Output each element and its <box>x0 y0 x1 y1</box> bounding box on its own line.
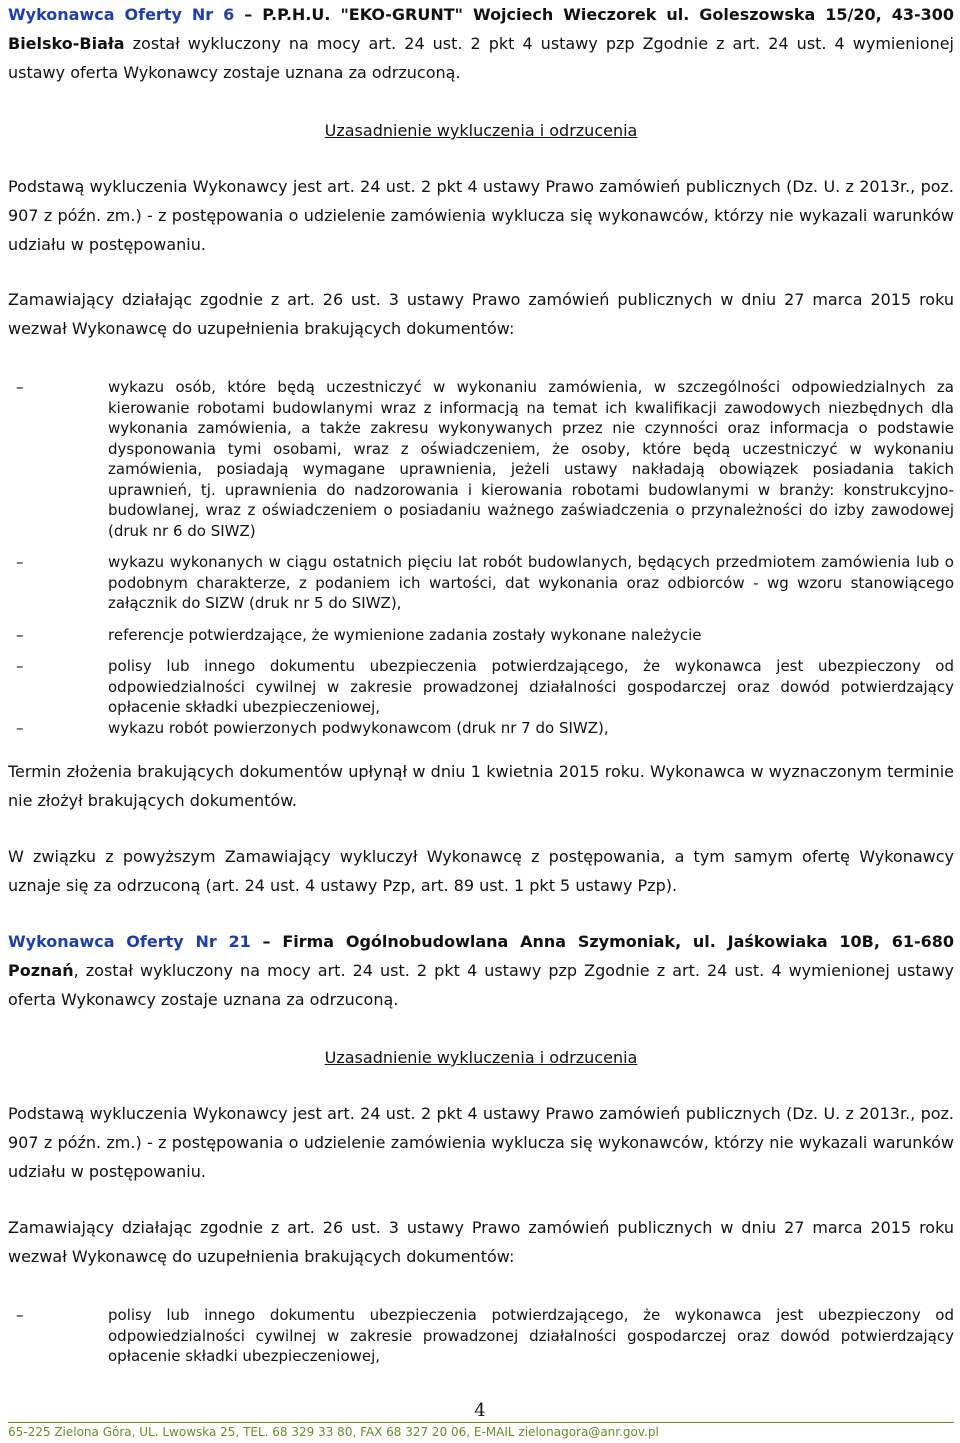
offer-21-request: Zamawiający działając zgodnie z art. 26 ust. 3 ustawy Prawo zamówień publicznych w dniu 27 marca 2015 roku wezwał Wykonawcę do uzupełnienia brakujących dokumentów: <box>8 1218 954 1266</box>
page-footer: 65-225 Zielona Góra, UL. Lwowska 25, TEL. 68 329 33 80, FAX 68 327 20 06, E-MAIL zielonagora@anr.gov.pl <box>8 1422 954 1439</box>
offer-21-contractor: – Firma Ogólnobudowlana Anna Szymoniak, ul. Jaśkowiaka 10B, 61-680 Poznań <box>8 932 954 980</box>
offer-6-heading <box>8 0 954 87</box>
list-item: – wykazu osób, które będą uczestniczyć w wykonaniu zamówienia, w szczególności odpowiedzialnych za kierowanie robotami budowlanymi wraz z informacją na temat ich kwalifikacji zawodowych niezbędnych dla wykonania zamówienia, a także zakresu wykonywanych przez nie czynności oraz informacja o podstawie dysponowania tymi osobami, wraz z oświadczeniem, że osoby, które będą uczestniczyć w wykonaniu zamówienia, posiadają wymagane uprawnienia, jeżeli ustawy nakładają obowiązek posiadania takich uprawnień, tj. uprawnienia do nadzorowania i kierowania robotami budowlanymi w branży: konstrukcyjno-budowlanej, wraz z oświadczeniem o posiadaniu ważnego zaświadczenia o przynależności do izby zawodowej (druk nr 6 do SIWZ) <box>8 377 954 541</box>
offer-21-decision: , został wykluczony na mocy art. 24 ust. 2 pkt 4 ustawy pzp Zgodnie z art. 24 ust. 4 wymienionej ustawy oferta Wykonawcy zostaje uznana za odrzuconą. <box>8 961 954 1009</box>
offer-21-documents-list <box>8 1305 954 1367</box>
offer-6-legal-basis: Podstawą wykluczenia Wykonawcy jest art. 24 ust. 2 pkt 4 ustawy Prawo zamówień publicznych (Dz. U. z 2013r., poz. 907 z późn. zm.) - z postępowania o udzielenie zamówienia wyklucza się wykonawców, którzy nie wykazali warunków udziału w postępowaniu. <box>8 177 954 254</box>
list-item: – wykazu robót powierzonych podwykonawcom (druk nr 7 do SIWZ), <box>8 718 954 739</box>
offer-21-subheading: Uzasadnienie wykluczenia i odrzucenia <box>324 1048 638 1067</box>
list-item: – referencje potwierdzające, że wymienione zadania zostały wykonane należycie <box>8 625 954 646</box>
offer-21-heading <box>8 927 954 1014</box>
offer-6-request: Zamawiający działając zgodnie z art. 26 ust. 3 ustawy Prawo zamówień publicznych w dniu 27 marca 2015 roku wezwał Wykonawcę do uzupełnienia brakujących dokumentów: <box>8 290 954 338</box>
offer-6-conclusion: W związku z powyższym Zamawiający wykluczył Wykonawcę z postępowania, a tym samym ofertę Wykonawcy uznaje się za odrzuconą (art. 24 ust. 4 ustawy Pzp, art. 89 ust. 1 pkt 5 ustawy Pzp). <box>8 847 954 895</box>
document-page <box>8 0 954 1367</box>
offer-6-number: Wykonawca Oferty Nr 6 <box>8 5 235 24</box>
offer-6-subheading: Uzasadnienie wykluczenia i odrzucenia <box>324 121 638 140</box>
offer-21-number: Wykonawca Oferty Nr 21 <box>8 932 251 951</box>
offer-6-decision: został wykluczony na mocy art. 24 ust. 2 pkt 4 ustawy pzp Zgodnie z art. 24 ust. 4 wymienionej ustawy oferta Wykonawcy zostaje uznana za odrzuconą. <box>8 34 954 82</box>
list-item: – polisy lub innego dokumentu ubezpieczenia potwierdzającego, że wykonawca jest ubezpieczony od odpowiedzialności cywilnej w zakresie prowadzonej działalności gospodarczej oraz dowód potwierdzający opłacenie składki ubezpieczeniowej, <box>8 656 954 718</box>
offer-6-deadline: Termin złożenia brakujących dokumentów upłynął w dniu 1 kwietnia 2015 roku. Wykonawca w wyznaczonym terminie nie złożył brakujących dokumentów. <box>8 762 954 810</box>
page-number: 4 <box>474 1400 486 1421</box>
list-item: – wykazu wykonanych w ciągu ostatnich pięciu lat robót budowlanych, będących przedmiotem zamówienia lub o podobnym charakterze, z podaniem ich wartości, dat wykonania oraz odbiorców - wg wzoru stanowiącego załącznik do SIZW (druk nr 5 do SIWZ), <box>8 552 954 614</box>
offer-6-documents-list <box>8 377 954 738</box>
offer-21-legal-basis: Podstawą wykluczenia Wykonawcy jest art. 24 ust. 2 pkt 4 ustawy Prawo zamówień publicznych (Dz. U. z 2013r., poz. 907 z późn. zm.) - z postępowania o udzielenie zamówienia wyklucza się wykonawców, którzy nie wykazali warunków udziału w postępowaniu. <box>8 1104 954 1181</box>
offer-6-contractor: – P.P.H.U. "EKO-GRUNT" Wojciech Wieczorek ul. Goleszowska 15/20, 43-300 Bielsko-Biała <box>8 5 954 53</box>
list-item: – polisy lub innego dokumentu ubezpieczenia potwierdzającego, że wykonawca jest ubezpieczony od odpowiedzialności cywilnej w zakresie prowadzonej działalności gospodarczej oraz dowód potwierdzający opłacenie składki ubezpieczeniowej, <box>8 1305 954 1367</box>
